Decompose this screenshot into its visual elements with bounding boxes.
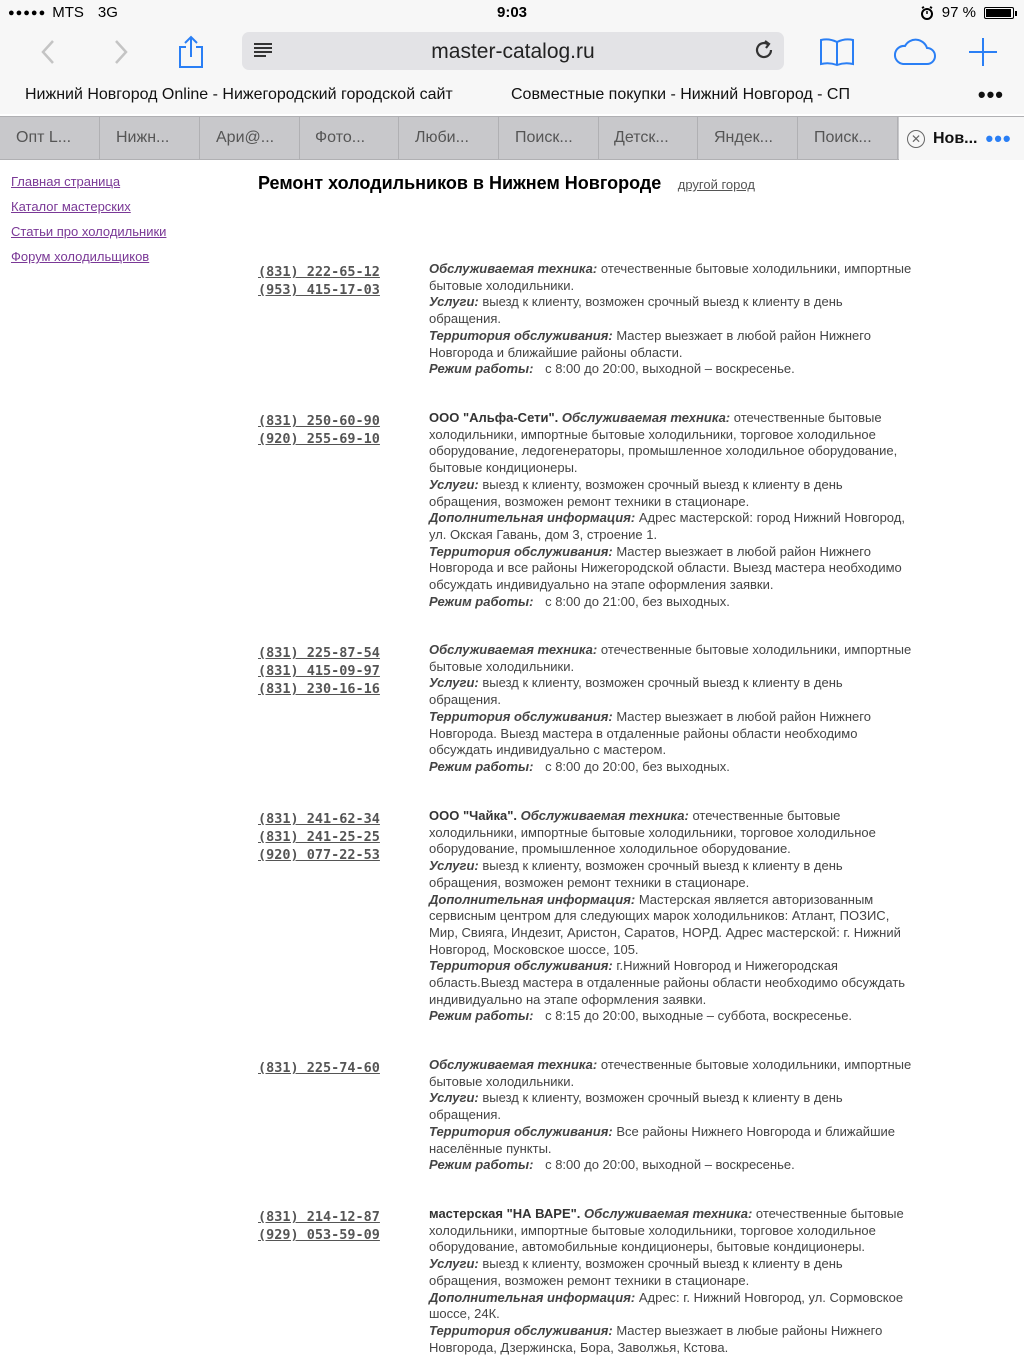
hours-value: с 8:00 до 20:00, выходной – воскресенье. <box>545 1157 795 1173</box>
hours-label: Режим работы: <box>429 1157 534 1173</box>
territory-label: Территория обслуживания: <box>429 708 613 724</box>
workshop-description <box>429 410 915 610</box>
hours-row <box>429 759 915 776</box>
territory-row <box>429 958 915 1008</box>
hours-value: с 8:00 до 21:00, без выходных. <box>545 593 730 609</box>
equipment-value: отечественные бытовые холодильники, импортные бытовые холодильники, торговое холодильное оборудование, ледогенераторы, промышленное холодильное оборудование, бытовые кондиционеры. <box>429 410 898 476</box>
battery-fill <box>986 9 1011 17</box>
hours-row <box>429 361 915 378</box>
additional-value: Адрес: г. Нижний Новгород, ул. Сормовское шоссе, 24К. <box>429 1289 904 1322</box>
phone-link[interactable]: (831) 225-74-60 <box>258 1060 380 1076</box>
territory-row <box>429 1124 915 1157</box>
equipment-label: Обслуживаемая техника: <box>561 410 731 425</box>
services-label: Услуги: <box>429 1256 479 1272</box>
tab[interactable]: Яндек... <box>698 117 798 160</box>
active-tab-label: Нов... <box>933 129 978 147</box>
services-row <box>429 294 915 327</box>
close-tab-icon[interactable]: ✕ <box>907 130 925 148</box>
workshop-description <box>429 261 915 378</box>
icloud-tabs-button[interactable] <box>890 32 938 72</box>
tab[interactable]: Опт L... <box>0 117 100 160</box>
hours-label: Режим работы: <box>429 1008 534 1024</box>
nav-link-forum[interactable]: Форум холодильщиков <box>11 249 150 264</box>
network-label: 3G <box>97 4 118 21</box>
equipment-row <box>429 808 915 858</box>
territory-label: Территория обслуживания: <box>429 1123 613 1139</box>
site-nav <box>11 174 166 274</box>
phone-link[interactable]: (831) 241-62-34 <box>258 811 380 827</box>
services-label: Услуги: <box>429 858 479 874</box>
territory-value: Мастер выезжает в любые районы Нижнего Новгорода, Дзержинска, Бора, Заволжья, Кстова. <box>429 1322 883 1355</box>
territory-label: Территория обслуживания: <box>429 1322 613 1338</box>
additional-label: Дополнительная информация: <box>429 510 636 526</box>
tab[interactable]: Детск... <box>598 117 698 160</box>
forward-button[interactable] <box>101 32 141 72</box>
services-row <box>429 675 915 708</box>
nav-link-articles[interactable]: Статьи про холодильники <box>11 224 167 239</box>
services-value: выезд к клиенту, возможен срочный выезд к клиенту в день обращения, возможен ремонт техники в стационаре. <box>429 1256 843 1288</box>
tab-bar <box>0 116 1024 160</box>
equipment-label: Обслуживаемая техника: <box>429 642 598 657</box>
hours-label: Режим работы: <box>429 593 534 609</box>
alarm-icon <box>920 6 934 20</box>
services-value: выезд к клиенту, возможен срочный выезд к клиенту в день обращения, возможен ремонт техники в стационаре. <box>429 476 843 509</box>
bookmarks-bar <box>0 78 1024 114</box>
equipment-row <box>429 261 915 294</box>
territory-row <box>429 709 915 759</box>
workshop-description <box>429 642 915 776</box>
company-name: ООО "Чайка". <box>429 808 517 823</box>
workshop-description <box>429 808 915 1025</box>
company-name: мастерская "НА ВАРЕ". <box>429 1206 581 1221</box>
hours-row <box>429 594 915 611</box>
equipment-label: Обслуживаемая техника: <box>584 1206 753 1221</box>
territory-value: г.Нижний Новгород и Нижегородская область.Выезд мастера в отдаленные районы области необходимо обсуждать индивидуально на этапе оформления заявки. <box>429 958 906 1007</box>
phone-list <box>258 1059 380 1077</box>
more-bookmarks-icon[interactable]: ••• <box>977 82 1004 107</box>
company-name: ООО "Альфа-Сети". <box>429 410 559 425</box>
additional-label: Дополнительная информация: <box>429 1289 636 1305</box>
phone-list <box>258 1208 380 1244</box>
territory-label: Территория обслуживания: <box>429 543 613 559</box>
services-label: Услуги: <box>429 476 479 492</box>
nav-link-catalog[interactable]: Каталог мастерских <box>11 199 131 214</box>
equipment-value: отечественные бытовые холодильники, импортные бытовые холодильники. <box>429 1057 912 1089</box>
additional-row <box>429 892 915 959</box>
phone-link[interactable]: (831) 222-65-12 <box>258 264 380 280</box>
page-content <box>0 160 1024 1365</box>
phone-link[interactable]: (831) 225-87-54 <box>258 645 380 661</box>
territory-value: Мастер выезжает в любой район Нижнего Новгорода. Выезд мастера в отдаленные районы области необходимо обсуждать индивидуально с мастером. <box>429 708 871 758</box>
battery-icon <box>984 7 1014 19</box>
bookmark-link[interactable]: Нижний Новгород Online - Нижегородский городской сайт <box>25 86 453 103</box>
services-value: выезд к клиенту, возможен срочный выезд к клиенту в день обращения. <box>429 294 843 327</box>
status-bar <box>0 0 1024 26</box>
services-value: выезд к клиенту, возможен срочный выезд к клиенту в день обращения. <box>429 1090 843 1123</box>
tab[interactable]: Ари@... <box>200 117 300 160</box>
page-title: Ремонт холодильников в Нижнем Новгороде <box>258 173 662 193</box>
services-label: Услуги: <box>429 294 479 310</box>
nav-link-home[interactable]: Главная страница <box>11 174 121 189</box>
equipment-label: Обслуживаемая техника: <box>429 1057 598 1072</box>
services-row <box>429 1090 915 1123</box>
address-bar[interactable] <box>242 32 784 70</box>
additional-row <box>429 1290 915 1323</box>
equipment-value: отечественные бытовые холодильники, импортные бытовые холодильники. <box>429 261 912 293</box>
hours-label: Режим работы: <box>429 758 534 774</box>
phone-link[interactable]: (831) 230-16-16 <box>258 681 380 697</box>
equipment-label: Обслуживаемая техника: <box>429 261 598 276</box>
other-city-link[interactable]: другой город <box>677 177 755 192</box>
phone-link[interactable]: (929) 053-59-09 <box>258 1227 380 1243</box>
phone-list <box>258 644 380 698</box>
phone-list <box>258 263 380 299</box>
tab-active[interactable] <box>899 117 1024 160</box>
hours-row <box>429 1008 915 1025</box>
hours-value: с 8:00 до 20:00, выходной – воскресенье. <box>545 361 795 377</box>
new-tab-button[interactable] <box>963 32 1003 72</box>
territory-value: Мастер выезжает в любой район Нижнего Новгорода и ближайшие районы области. <box>429 327 871 360</box>
services-value: выезд к клиенту, возможен срочный выезд к клиенту в день обращения, возможен ремонт техники в стационаре. <box>429 858 843 890</box>
equipment-value: отечественные бытовые холодильники, импортные бытовые холодильники, торговое холодильное оборудование, автомобильные кондиционеры, бытовые кондиционеры. <box>429 1206 904 1255</box>
equipment-label: Обслуживаемая техника: <box>520 808 689 823</box>
additional-row <box>429 510 915 543</box>
tab[interactable]: Фото... <box>299 117 399 160</box>
hours-value: с 8:15 до 20:00, выходные – суббота, воскресенье. <box>545 1008 853 1024</box>
tab[interactable]: Поиск... <box>499 117 599 160</box>
clock: 9:03 <box>496 4 528 21</box>
additional-value: Мастерская является авторизованным сервисным центром для следующих марок холодильников: Атлант, ПОЗИС, Мир, Свияга, Индезит, Аристон, Саратов, НОРД. Адрес мастерской: г. Нижний Новгород, Московское шоссе, 105. <box>429 891 901 957</box>
equipment-value: отечественные бытовые холодильники, импортные бытовые холодильники. <box>429 642 912 674</box>
territory-row <box>429 328 915 361</box>
tab-overflow-icon[interactable]: ••• <box>985 125 1012 151</box>
services-row <box>429 477 915 510</box>
bookmark-link[interactable]: Совместные покупки - Нижний Новгород - СП <box>511 86 850 103</box>
hours-value: с 8:00 до 20:00, без выходных. <box>545 758 730 774</box>
chevron-left-icon <box>40 39 56 65</box>
phone-link[interactable]: (831) 250-60-90 <box>258 413 380 429</box>
cloud-icon <box>891 37 937 67</box>
territory-row <box>429 1323 915 1356</box>
territory-label: Территория обслуживания: <box>429 327 613 343</box>
equipment-row <box>429 410 915 477</box>
services-label: Услуги: <box>429 1090 479 1106</box>
workshop-description <box>429 1206 915 1356</box>
tab[interactable]: Люби... <box>399 117 499 160</box>
territory-label: Территория обслуживания: <box>429 958 613 974</box>
phone-list <box>258 810 380 864</box>
phone-list <box>258 412 380 448</box>
address-text: master-catalog.ru <box>431 40 595 63</box>
phone-link[interactable]: (831) 415-09-97 <box>258 663 380 679</box>
page-header <box>258 173 755 194</box>
tab[interactable]: Поиск... <box>798 117 898 160</box>
territory-value: Мастер выезжает в любой район Нижнего Новгорода и все районы Нижегородской области. Выезд мастера необходимо обсуждать индивидуально на этапе оформления заявки. <box>429 543 902 593</box>
chevron-right-icon <box>113 39 129 65</box>
hours-label: Режим работы: <box>429 361 534 377</box>
services-value: выезд к клиенту, возможен срочный выезд к клиенту в день обращения. <box>429 675 843 708</box>
battery-percent: 97 % <box>941 4 976 21</box>
equipment-value: отечественные бытовые холодильники, импортные бытовые холодильники, торговое холодильное оборудование, промышленное холодильное оборудование. <box>429 808 876 857</box>
equipment-row <box>429 1206 915 1256</box>
signal-icon: ●●●●● <box>8 6 47 19</box>
services-row <box>429 1256 915 1289</box>
tab[interactable]: Нижн... <box>100 117 200 160</box>
phone-link[interactable]: (920) 255-69-10 <box>258 431 380 447</box>
phone-link[interactable]: (831) 241-25-25 <box>258 829 380 845</box>
services-row <box>429 858 915 891</box>
territory-row <box>429 544 915 594</box>
carrier-label: MTS <box>52 4 84 21</box>
additional-label: Дополнительная информация: <box>429 891 636 907</box>
equipment-row <box>429 642 915 675</box>
phone-link[interactable]: (831) 214-12-87 <box>258 1209 380 1225</box>
phone-link[interactable]: (953) 415-17-03 <box>258 282 380 298</box>
bookmarks-button[interactable] <box>817 32 857 72</box>
services-label: Услуги: <box>429 675 479 691</box>
territory-value: Все районы Нижнего Новгорода и ближайшие населённые пункты. <box>429 1123 895 1156</box>
hours-row <box>429 1157 915 1174</box>
workshop-description <box>429 1057 915 1174</box>
browser-toolbar <box>0 26 1024 78</box>
share-button[interactable] <box>171 32 211 72</box>
additional-value: Адрес мастерской: город Нижний Новгород, ул. Окская Гавань, дом 3, строение 1. <box>429 510 905 542</box>
share-icon <box>177 35 205 69</box>
back-button[interactable] <box>28 32 68 72</box>
plus-icon <box>968 37 998 67</box>
status-right <box>920 4 1014 21</box>
reload-icon[interactable] <box>752 38 776 62</box>
equipment-row <box>429 1057 915 1090</box>
phone-link[interactable]: (920) 077-22-53 <box>258 847 380 863</box>
book-icon <box>819 37 855 67</box>
